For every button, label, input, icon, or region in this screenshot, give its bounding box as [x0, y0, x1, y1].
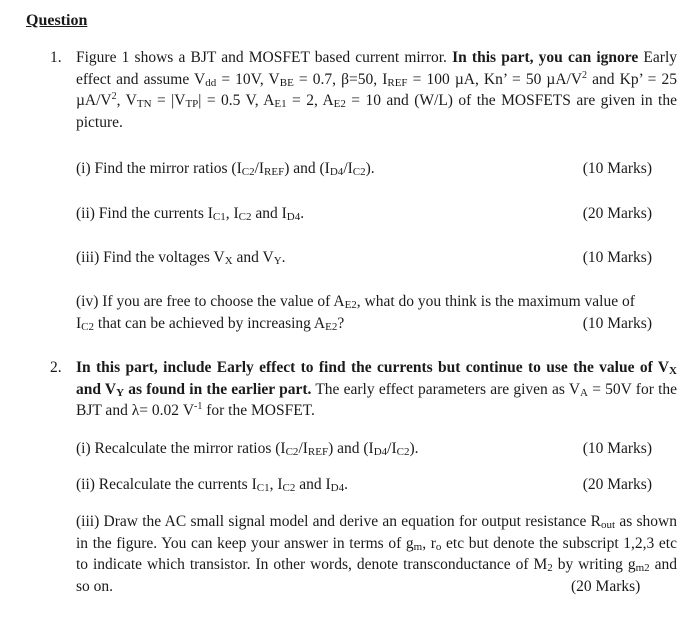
item-marks: (10 Marks) — [582, 160, 652, 177]
question-2-number: 2. — [50, 359, 62, 376]
item-text: (ii) Recalculate the currents $I_{C1}$, $I_{C2}$ and $I_{D4}$. — [76, 476, 348, 494]
question-1-item-i — [76, 158, 652, 180]
question-2-item-iii-marks: (20 Marks) — [565, 576, 640, 598]
item-marks: (20 Marks) — [582, 205, 652, 222]
question-1-item-iii — [76, 247, 652, 269]
question-2-item-ii — [76, 474, 652, 496]
item-text: (i) Find the mirror ratios $(I_{C2}/I_{REF})$ and $(I_{D4}/I_{C2})$. — [76, 160, 375, 178]
question-1-item-iv — [76, 313, 652, 335]
question-1-intro: Figure 1 shows a BJT and MOSFET based current mirror. In this part, you can ignore Early effect and assume $V_{dd} = 10V$, $V_{BE} = 0.7$, β=50, $I_{REF} = 100$ µA, Kn’ = 50 $\mu A/V^2$ and Kp’ = 25 $\mu A/V^2$, $V_{TN} = |V_{TP}| = 0.5$ V, $A_{E1} = 2$, $A_{E2} = 10$ and (W/L) of the MOSFETS are given in the picture. — [76, 49, 678, 131]
item-text: (iii) Find the voltages $V_X$ and $V_Y$. — [76, 249, 286, 267]
item-marks: (10 Marks) — [582, 249, 652, 266]
item-marks: (10 Marks) — [582, 315, 652, 332]
question-2-item-i — [76, 438, 652, 460]
question-2-intro: In this part, include Early effect to find the currents but continue to use the value of $V_X$ and $V_Y$ as found in the earlier part. The early effect parameters are given as $V_A = 50V$ for the BJT and λ= 0.02 $V^{-1}$ for the MOSFET. — [76, 359, 678, 419]
question-1-item-iv-line-1: (iv) If you are free to choose the value of $A_{E2}$, what do you think is the maximum value of — [76, 293, 635, 311]
question-1-item-ii — [76, 203, 652, 225]
item-marks: (10 Marks) — [582, 440, 652, 457]
page-heading: Question — [26, 12, 88, 29]
question-2-item-iii: (iii) Draw the AC small signal model and derive an equation for output resistance $R_{out}$ as shown in the figure. You can keep your answer in terms of $g_m$, $r_o$ etc but denote the subscript 1,2,3 etc to indicate which transistor. In other words, denote transconductance of $M_2$ by writing $g_{m2}$ and so on. — [76, 513, 678, 595]
item-text: $I_{C2}$ that can be achieved by increasing $A_{E2}$? — [76, 315, 345, 333]
item-marks: (20 Marks) — [582, 476, 652, 493]
item-text: (ii) Find the currents $I_{C1}$, $I_{C2}$ and $I_{D4}$. — [76, 205, 305, 223]
question-1-number: 1. — [50, 49, 62, 66]
item-text: (i) Recalculate the mirror ratios $(I_{C2}/I_{REF})$ and $(I_{D4}/I_{C2})$. — [76, 440, 419, 458]
